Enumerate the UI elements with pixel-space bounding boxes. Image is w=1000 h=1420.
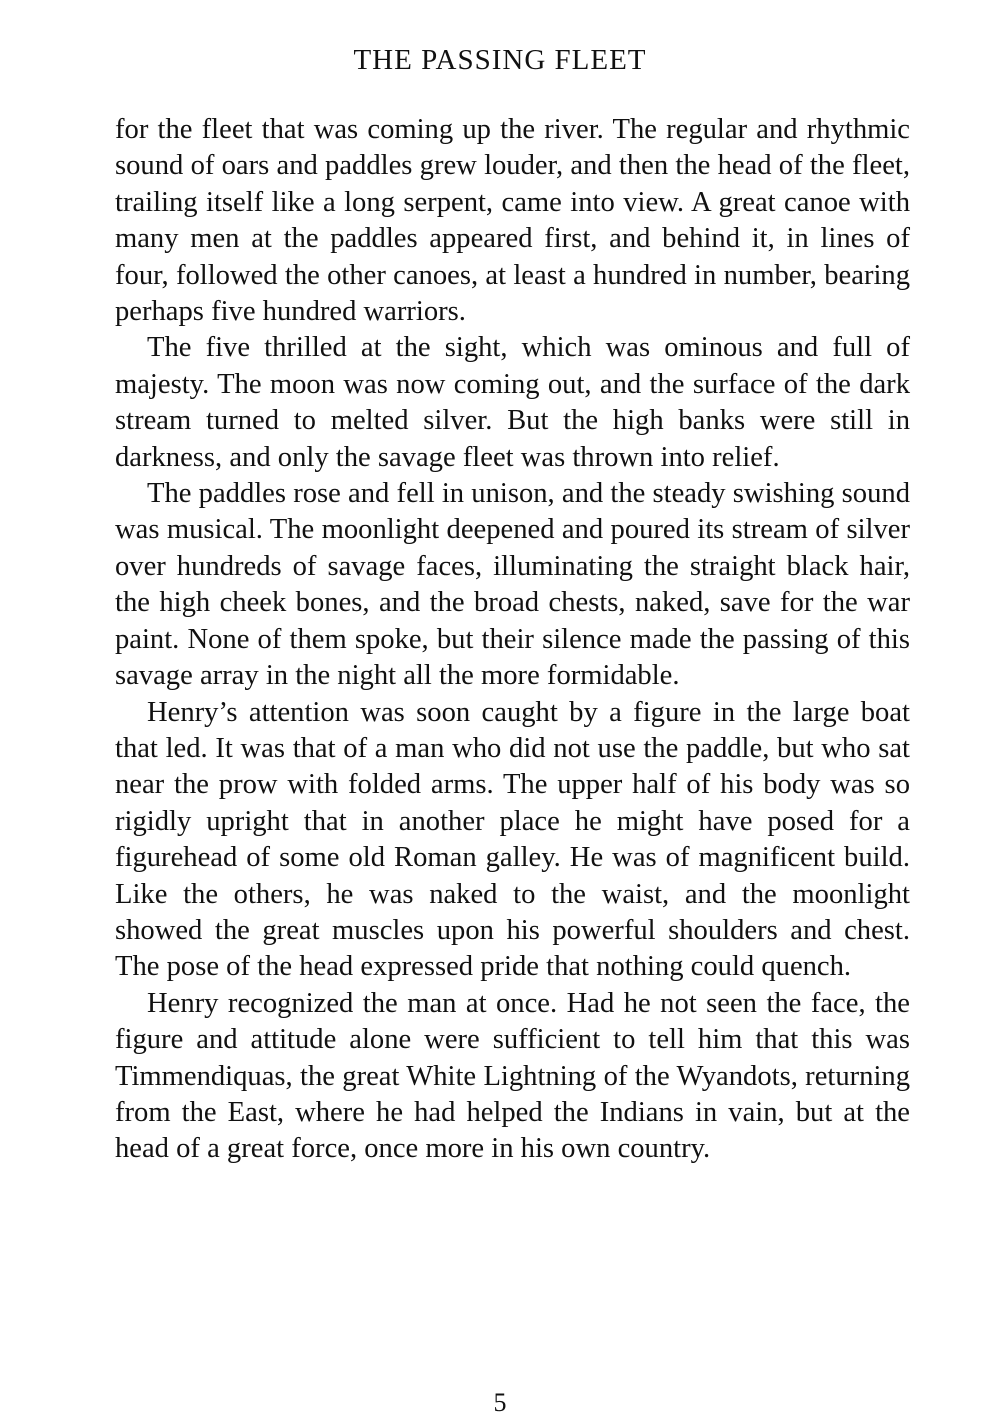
paragraph: Henry’s attention was soon caught by a figure in the large boat that led. It was that of a man who did not use the paddle, but who sat near the prow with folded arms. The upper half of his body was so rigidly upright that in another place he might have posed for a figurehead of some old Roman galley. He was of magnificent build. Like the others, he was naked to the waist, and the moonlight showed the great muscles upon his powerful shoulders and chest. The pose of the head expressed pride that nothing could quench. [115, 696, 910, 983]
paragraph: The five thrilled at the sight, which was ominous and full of majesty. The moon was now coming out, and the surface of the dark stream turned to melted silver. But the high banks were still in darkness, and only the savage fleet was thrown into relief. [115, 332, 910, 473]
paragraph: The paddles rose and fell in unison, and the steady swishing sound was musical. The moonlight deepened and poured its stream of silver over hundreds of savage faces, illuminating the straight black hair, the high cheek bones, and the broad chests, naked, save for the war paint. None of them spoke, but their silence made the passing of this savage array in the night all the more formidable. [115, 478, 910, 692]
paragraph: for the fleet that was coming up the river. The regular and rhythmic sound of oars and paddles grew louder, and then the head of the fleet, trailing itself like a long serpent, came into view. A great canoe with many men at the paddles appeared first, and behind it, in lines of four, followed the other canoes, at least a hundred in number, bearing perhaps five hundred warriors. [115, 114, 910, 328]
body-text [115, 112, 910, 1168]
running-head: THE PASSING FLEET [353, 44, 647, 76]
paragraph: Henry recognized the man at once. Had he not seen the face, the figure and attitude alone were sufficient to tell him that this was Timmendiquas, the great White Lightning of the Wyandots, returning from the East, where he had helped the Indians in vain, but at the head of a great force, once more in his own country. [115, 987, 910, 1165]
page-number: 5 [493, 1388, 507, 1417]
